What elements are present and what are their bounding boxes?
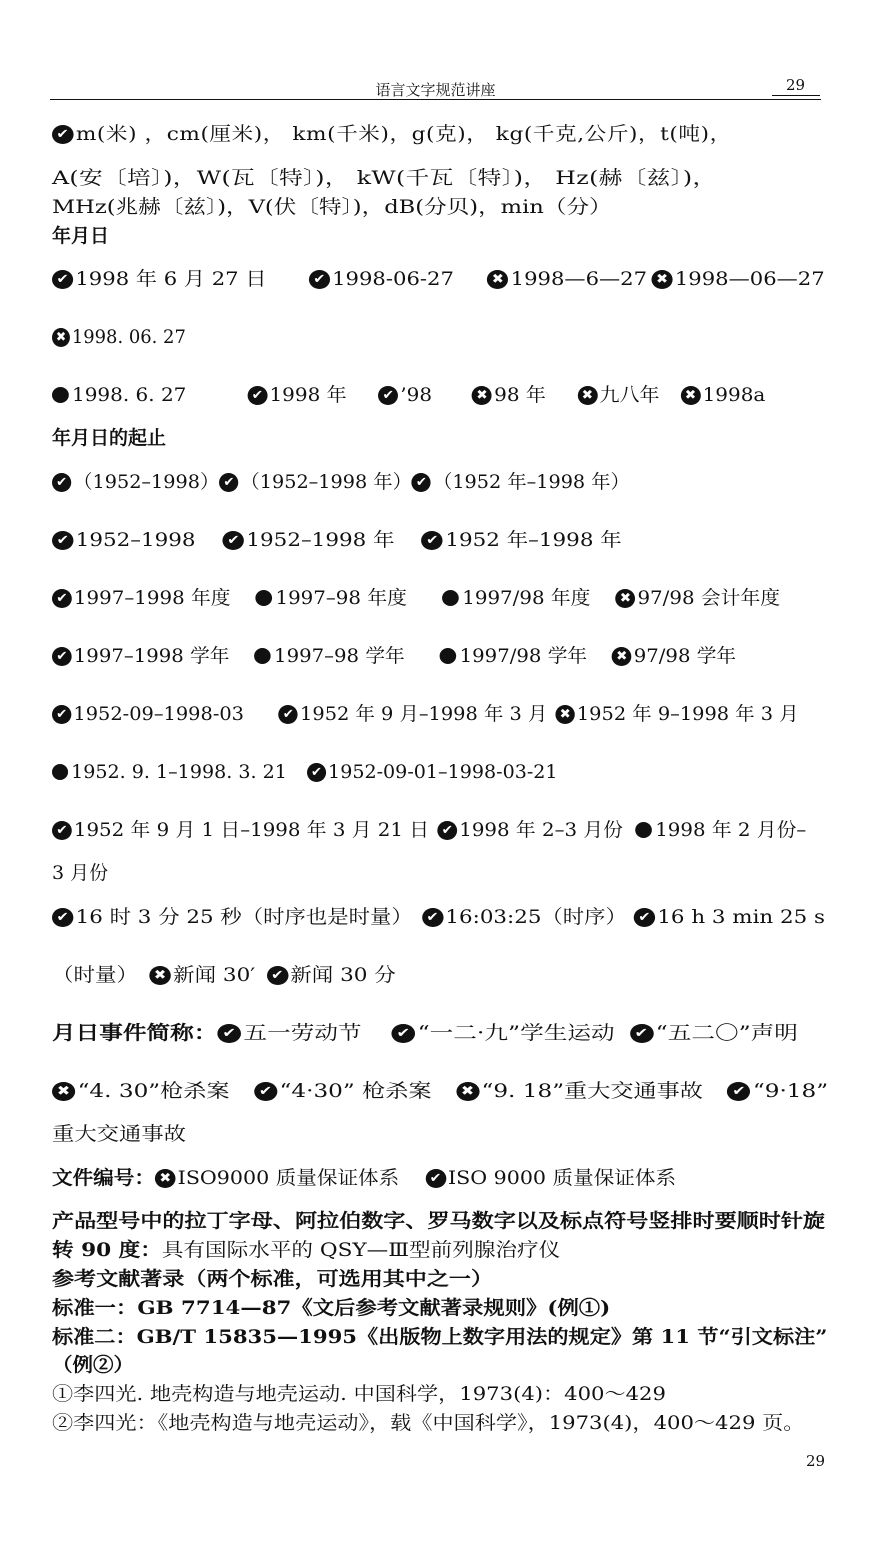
- text-span: 1998 年 6 月 27 日: [75, 268, 267, 290]
- text-span: 重大交通事故: [52, 1123, 187, 1145]
- text-span: “一二·九”学生运动: [417, 1022, 615, 1044]
- text-line-ref-std1: [52, 1295, 610, 1320]
- check-mark-icon: ✔: [412, 473, 431, 492]
- text-span: 1952 年 9 月 1 日–1998 年 3 月 21 日: [73, 819, 430, 841]
- text-span: 1997/98 年度: [462, 587, 591, 609]
- text-span: 1952-09–1998-03: [73, 703, 245, 725]
- text-span: 1952 年–1998 年: [445, 529, 622, 551]
- text-span: 九八年: [599, 384, 660, 406]
- filled-circle-icon: [52, 764, 68, 780]
- text-span: 新闻 30 分: [290, 964, 396, 986]
- text-span: 1997/98 学年: [459, 645, 588, 667]
- check-mark-icon: ✔: [52, 908, 73, 927]
- text-line-units-1: [52, 121, 732, 146]
- check-mark-icon: ✔: [266, 966, 288, 985]
- text-line-range-7: [52, 817, 806, 842]
- text-span: ISO 9000 质量保证体系: [447, 1167, 677, 1189]
- cross-mark-icon: ✖: [149, 966, 171, 985]
- text-span: 98 年: [494, 384, 546, 406]
- filled-circle-icon: [256, 590, 273, 606]
- text-span: 97/98 会计年度: [637, 587, 781, 609]
- check-mark-icon: ✔: [52, 270, 73, 289]
- text-line-h-date: [52, 223, 109, 248]
- text-span: 产品型号中的拉丁字母、阿拉伯数字、罗马数字以及标点符号竖排时要顺时针旋: [52, 1210, 826, 1232]
- check-mark-icon: ✔: [425, 1169, 446, 1188]
- text-span: 五一劳动节: [243, 1022, 362, 1044]
- footer-page-number: 29: [806, 1452, 826, 1470]
- text-span: m(米) ，cm(厘米)， km(千米)，g(克)， kg(千克,公斤)，t(吨)，: [75, 123, 732, 145]
- text-span: 标准二：GB/T 15835—1995《出版物上数字用法的规定》第 11 节“引文标注”: [52, 1326, 828, 1348]
- text-line-ref-std2b: [52, 1352, 134, 1377]
- text-span: 1998 年 2–3 月份: [459, 819, 623, 841]
- text-line-time-2: [52, 962, 396, 987]
- text-span: 1997–1998 年度: [73, 587, 231, 609]
- text-span: 文件编号：: [52, 1167, 155, 1189]
- text-span: “4. 30”枪杀案: [77, 1080, 230, 1102]
- text-span: ISO9000 质量保证体系: [177, 1167, 400, 1189]
- text-line-time-1: [52, 904, 825, 929]
- check-mark-icon: ✔: [307, 763, 326, 782]
- check-mark-icon: ✔: [247, 386, 267, 405]
- text-line-range-4: [52, 643, 736, 668]
- text-span: （1952 年–1998 年）: [433, 471, 630, 493]
- filled-circle-icon: [254, 648, 271, 664]
- text-span: 1998a: [702, 384, 766, 406]
- check-mark-icon: ✔: [630, 1024, 654, 1043]
- header-page-underline: [772, 95, 820, 96]
- cross-mark-icon: ✖: [680, 386, 700, 405]
- text-line-ref-ex1: [52, 1381, 666, 1406]
- cross-mark-icon: ✖: [651, 270, 672, 289]
- cross-mark-icon: ✖: [487, 270, 508, 289]
- text-line-range-6: [52, 759, 558, 784]
- text-span: 参考文献著录（两个标准，可选用其中之一）: [52, 1268, 494, 1290]
- text-line-event-1: [52, 1020, 798, 1045]
- cross-mark-icon: ✖: [555, 705, 574, 724]
- text-span: 97/98 学年: [633, 645, 737, 667]
- text-span: 16:03:25（时序）: [445, 906, 627, 928]
- text-line-date-1: [52, 266, 825, 291]
- text-line-date-3: [52, 382, 765, 407]
- text-span: ①李四光. 地壳构造与地壳运动. 中国科学，1973(4)：400～429: [52, 1383, 666, 1405]
- check-mark-icon: ✔: [219, 473, 238, 492]
- text-span: “9. 18”重大交通事故: [481, 1080, 703, 1102]
- cross-mark-icon: ✖: [52, 328, 70, 347]
- check-mark-icon: ✔: [52, 705, 71, 724]
- text-span: ’98: [400, 384, 433, 406]
- text-span: 标准一：GB 7714—87《文后参考文献著录规则》(例①): [52, 1297, 611, 1319]
- text-span: 1998—06—27: [674, 268, 825, 290]
- text-span: 1952 年 9 月–1998 年 3 月: [300, 703, 548, 725]
- text-line-event-2: [52, 1078, 828, 1103]
- text-line-ref-h: [52, 1266, 493, 1291]
- filled-circle-icon: [635, 822, 652, 838]
- check-mark-icon: ✔: [254, 1082, 277, 1101]
- check-mark-icon: ✔: [52, 589, 72, 608]
- text-line-date-2: [52, 324, 186, 349]
- text-span: 3 月份: [52, 862, 109, 884]
- text-line-units-3: [52, 194, 612, 219]
- check-mark-icon: ✔: [391, 1024, 415, 1043]
- check-mark-icon: ✔: [52, 531, 73, 550]
- text-span: 具有国际水平的 QSY—Ⅲ型前列腺治疗仪: [161, 1239, 561, 1261]
- text-line-units-2: [52, 165, 716, 190]
- text-line-ref-std2: [52, 1324, 827, 1349]
- text-span: 新闻 30′: [173, 964, 256, 986]
- text-span: 1952. 9. 1–1998. 3. 21: [71, 761, 287, 783]
- check-mark-icon: ✔: [378, 386, 398, 405]
- text-span: 1997–1998 学年: [73, 645, 230, 667]
- text-span: 1998. 06. 27: [71, 326, 186, 348]
- text-line-event-3: [52, 1121, 186, 1146]
- text-line-range-8: [52, 860, 108, 885]
- text-line-h-range: [52, 425, 166, 450]
- text-span: 1998—6—27: [510, 268, 648, 290]
- text-line-ref-ex2: [52, 1410, 804, 1435]
- text-span: 16 h 3 min 25 s: [657, 906, 825, 928]
- text-span: 年月日的起止: [52, 427, 167, 449]
- text-span: 1952–1998: [75, 529, 196, 551]
- text-span: 1997–98 学年: [274, 645, 405, 667]
- text-span: 转 90 度：: [52, 1239, 162, 1261]
- check-mark-icon: ✔: [727, 1082, 750, 1101]
- text-span: 1952-09-01–1998-03-21: [328, 761, 558, 783]
- text-line-file-1: [52, 1165, 676, 1190]
- running-header-page-number: 29: [786, 76, 806, 94]
- check-mark-icon: ✔: [52, 821, 72, 840]
- text-span: （时量）: [52, 964, 139, 986]
- text-span: （例②）: [52, 1354, 135, 1376]
- check-mark-icon: ✔: [52, 473, 71, 492]
- filled-circle-icon: [440, 648, 457, 664]
- text-line-product-2: [52, 1237, 560, 1262]
- check-mark-icon: ✔: [422, 531, 443, 550]
- check-mark-icon: ✔: [422, 908, 443, 927]
- text-span: 1998 年 2 月份–: [655, 819, 807, 841]
- text-span: 1952 年 9–1998 年 3 月: [576, 703, 799, 725]
- text-span: 月日事件简称：: [52, 1022, 218, 1044]
- check-mark-icon: ✔: [52, 125, 74, 144]
- check-mark-icon: ✔: [217, 1024, 241, 1043]
- cross-mark-icon: ✖: [472, 386, 492, 405]
- text-line-product-1: [52, 1208, 825, 1233]
- text-span: A(安〔培〕)，W(瓦〔特〕)， kW(千瓦〔特〕)， Hz(赫〔兹〕)，: [52, 167, 717, 189]
- text-span: ②李四光：《地壳构造与地壳运动》，载《中国科学》，1973(4)，400～429 页。: [52, 1412, 805, 1434]
- running-header-title: 语言文字规范讲座: [375, 81, 496, 99]
- text-span: 1998. 6. 27: [71, 384, 187, 406]
- text-line-range-3: [52, 585, 780, 610]
- filled-circle-icon: [52, 387, 69, 403]
- check-mark-icon: ✔: [52, 647, 72, 666]
- cross-mark-icon: ✖: [52, 1082, 75, 1101]
- check-mark-icon: ✔: [309, 270, 330, 289]
- cross-mark-icon: ✖: [456, 1082, 479, 1101]
- text-span: MHz(兆赫〔兹〕)，V(伏〔特〕)，dB(分贝)，min（分）: [52, 196, 612, 218]
- check-mark-icon: ✔: [223, 531, 244, 550]
- text-span: 年月日: [52, 225, 110, 247]
- check-mark-icon: ✔: [437, 821, 457, 840]
- check-mark-icon: ✔: [279, 705, 298, 724]
- text-span: 16 时 3 分 25 秒（时序也是时量）: [75, 906, 413, 928]
- cross-mark-icon: ✖: [155, 1169, 176, 1188]
- text-span: 1997–98 年度: [275, 587, 407, 609]
- check-mark-icon: ✔: [634, 908, 655, 927]
- cross-mark-icon: ✖: [616, 589, 636, 608]
- text-span: “9·18”: [752, 1080, 829, 1102]
- text-span: （1952–1998）: [73, 471, 220, 493]
- text-span: 1998-06-27: [332, 268, 454, 290]
- header-rule: [50, 99, 821, 100]
- cross-mark-icon: ✖: [577, 386, 597, 405]
- filled-circle-icon: [442, 590, 459, 606]
- cross-mark-icon: ✖: [612, 647, 632, 666]
- text-line-range-5: [52, 701, 799, 726]
- text-span: 1998 年: [269, 384, 347, 406]
- text-span: （1952–1998 年）: [240, 471, 412, 493]
- text-span: 1952–1998 年: [246, 529, 395, 551]
- text-line-range-1: [52, 469, 630, 494]
- text-span: “五二〇”声明: [655, 1022, 798, 1044]
- text-line-range-2: [52, 527, 622, 552]
- text-span: “4·30” 枪杀案: [279, 1080, 432, 1102]
